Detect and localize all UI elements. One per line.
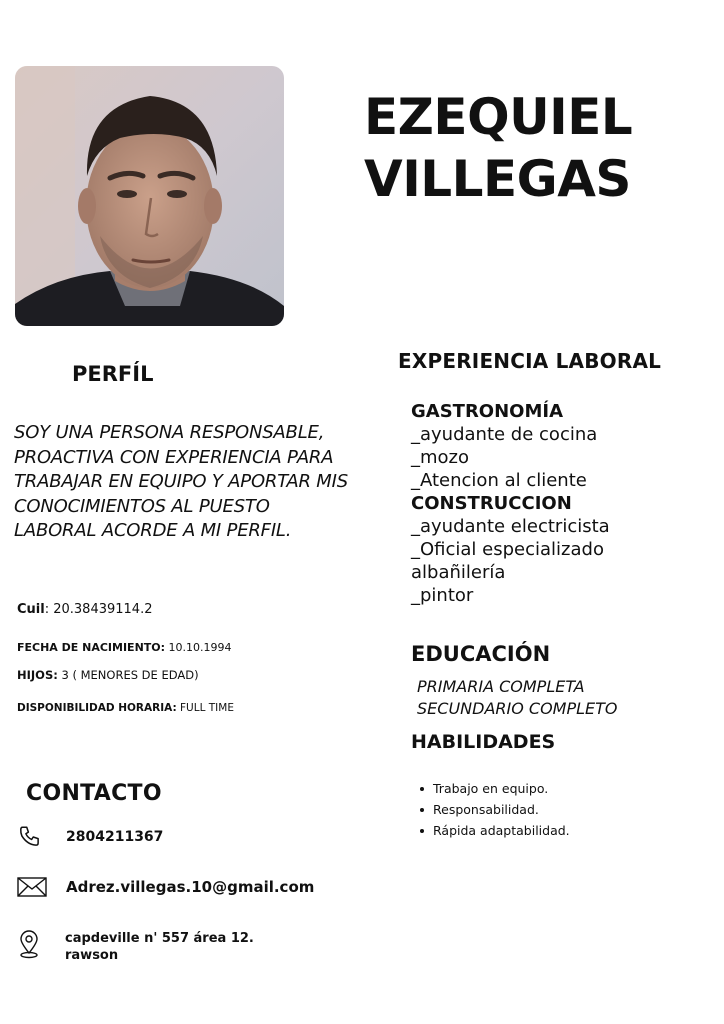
contact-address [17, 930, 254, 964]
children-value: 3 ( MENORES DE EDAD) [57, 668, 199, 682]
educacion-list [417, 676, 618, 719]
children-label: HIJOS: [17, 668, 58, 682]
cuil-info [17, 602, 152, 617]
habilidad-text: Responsabilidad. [433, 802, 539, 817]
habilidad-text: Rápida adaptabilidad. [433, 823, 570, 838]
envelope-icon [17, 873, 55, 901]
profile-photo [15, 66, 284, 326]
phone-number[interactable]: 2804211367 [66, 829, 164, 845]
cuil-label: Cuil [17, 602, 45, 617]
habilidad-item [420, 799, 570, 820]
perfil-heading: PERFÍL [72, 362, 154, 386]
habilidad-text: Trabajo en equipo. [433, 781, 549, 796]
availability-label: DISPONIBILIDAD HORARIA: [17, 702, 177, 714]
location-pin-icon [17, 930, 55, 958]
address-line-1: capdeville n' 557 área 12. [65, 931, 254, 946]
availability-info [17, 702, 234, 714]
experiencia-category: GASTRONOMÍA [411, 401, 564, 422]
contacto-heading: CONTACTO [26, 781, 162, 806]
contact-email[interactable] [17, 873, 314, 901]
contact-phone[interactable] [17, 823, 163, 851]
name-last: VILLEGAS [364, 150, 631, 208]
experiencia-heading: EXPERIENCIA LABORAL [398, 349, 662, 373]
experiencia-item: _ayudante electricista [411, 516, 610, 537]
birthdate-info [17, 641, 232, 654]
candidate-name [364, 86, 704, 210]
habilidad-item [420, 820, 570, 841]
habilidad-item [420, 778, 570, 799]
educacion-item: SECUNDARIO COMPLETO [417, 698, 618, 718]
bullet-icon [420, 787, 424, 791]
experiencia-item: albañilería [411, 562, 506, 583]
experiencia-item: _mozo [411, 447, 470, 468]
cuil-value: : 20.38439114.2 [44, 602, 153, 617]
phone-icon [17, 823, 55, 851]
address-line-2: rawson [65, 948, 119, 963]
availability-value: FULL TIME [176, 702, 234, 714]
educacion-item: PRIMARIA COMPLETA [417, 677, 585, 696]
birthdate-label: FECHA DE NACIMIENTO: [17, 641, 166, 654]
habilidades-list [420, 778, 570, 841]
experiencia-list [411, 400, 711, 607]
name-first: EZEQUIEL [364, 88, 633, 146]
experiencia-item: _ayudante de cocina [411, 424, 598, 445]
experiencia-item: _pintor [411, 585, 474, 606]
children-info [17, 668, 199, 682]
address-text [65, 930, 254, 964]
experiencia-category: CONSTRUCCION [411, 493, 572, 514]
bullet-icon [420, 808, 424, 812]
experiencia-item: _Oficial especializado [411, 539, 604, 560]
perfil-description: SOY UNA PERSONA RESPONSABLE, PROACTIVA CON EXPERIENCIA PARA TRABAJAR EN EQUIPO Y APORTAR MIS CONOCIMIENTOS AL PUESTO LABORAL ACORDE A MI PERFIL. [14, 422, 348, 541]
bullet-icon [420, 829, 424, 833]
habilidades-heading: HABILIDADES [411, 731, 556, 753]
email-address[interactable]: Adrez.villegas.10@gmail.com [66, 878, 315, 896]
educacion-heading: EDUCACIÓN [411, 642, 551, 666]
birthdate-value: 10.10.1994 [165, 641, 232, 654]
experiencia-item: _Atencion al cliente [411, 470, 587, 491]
